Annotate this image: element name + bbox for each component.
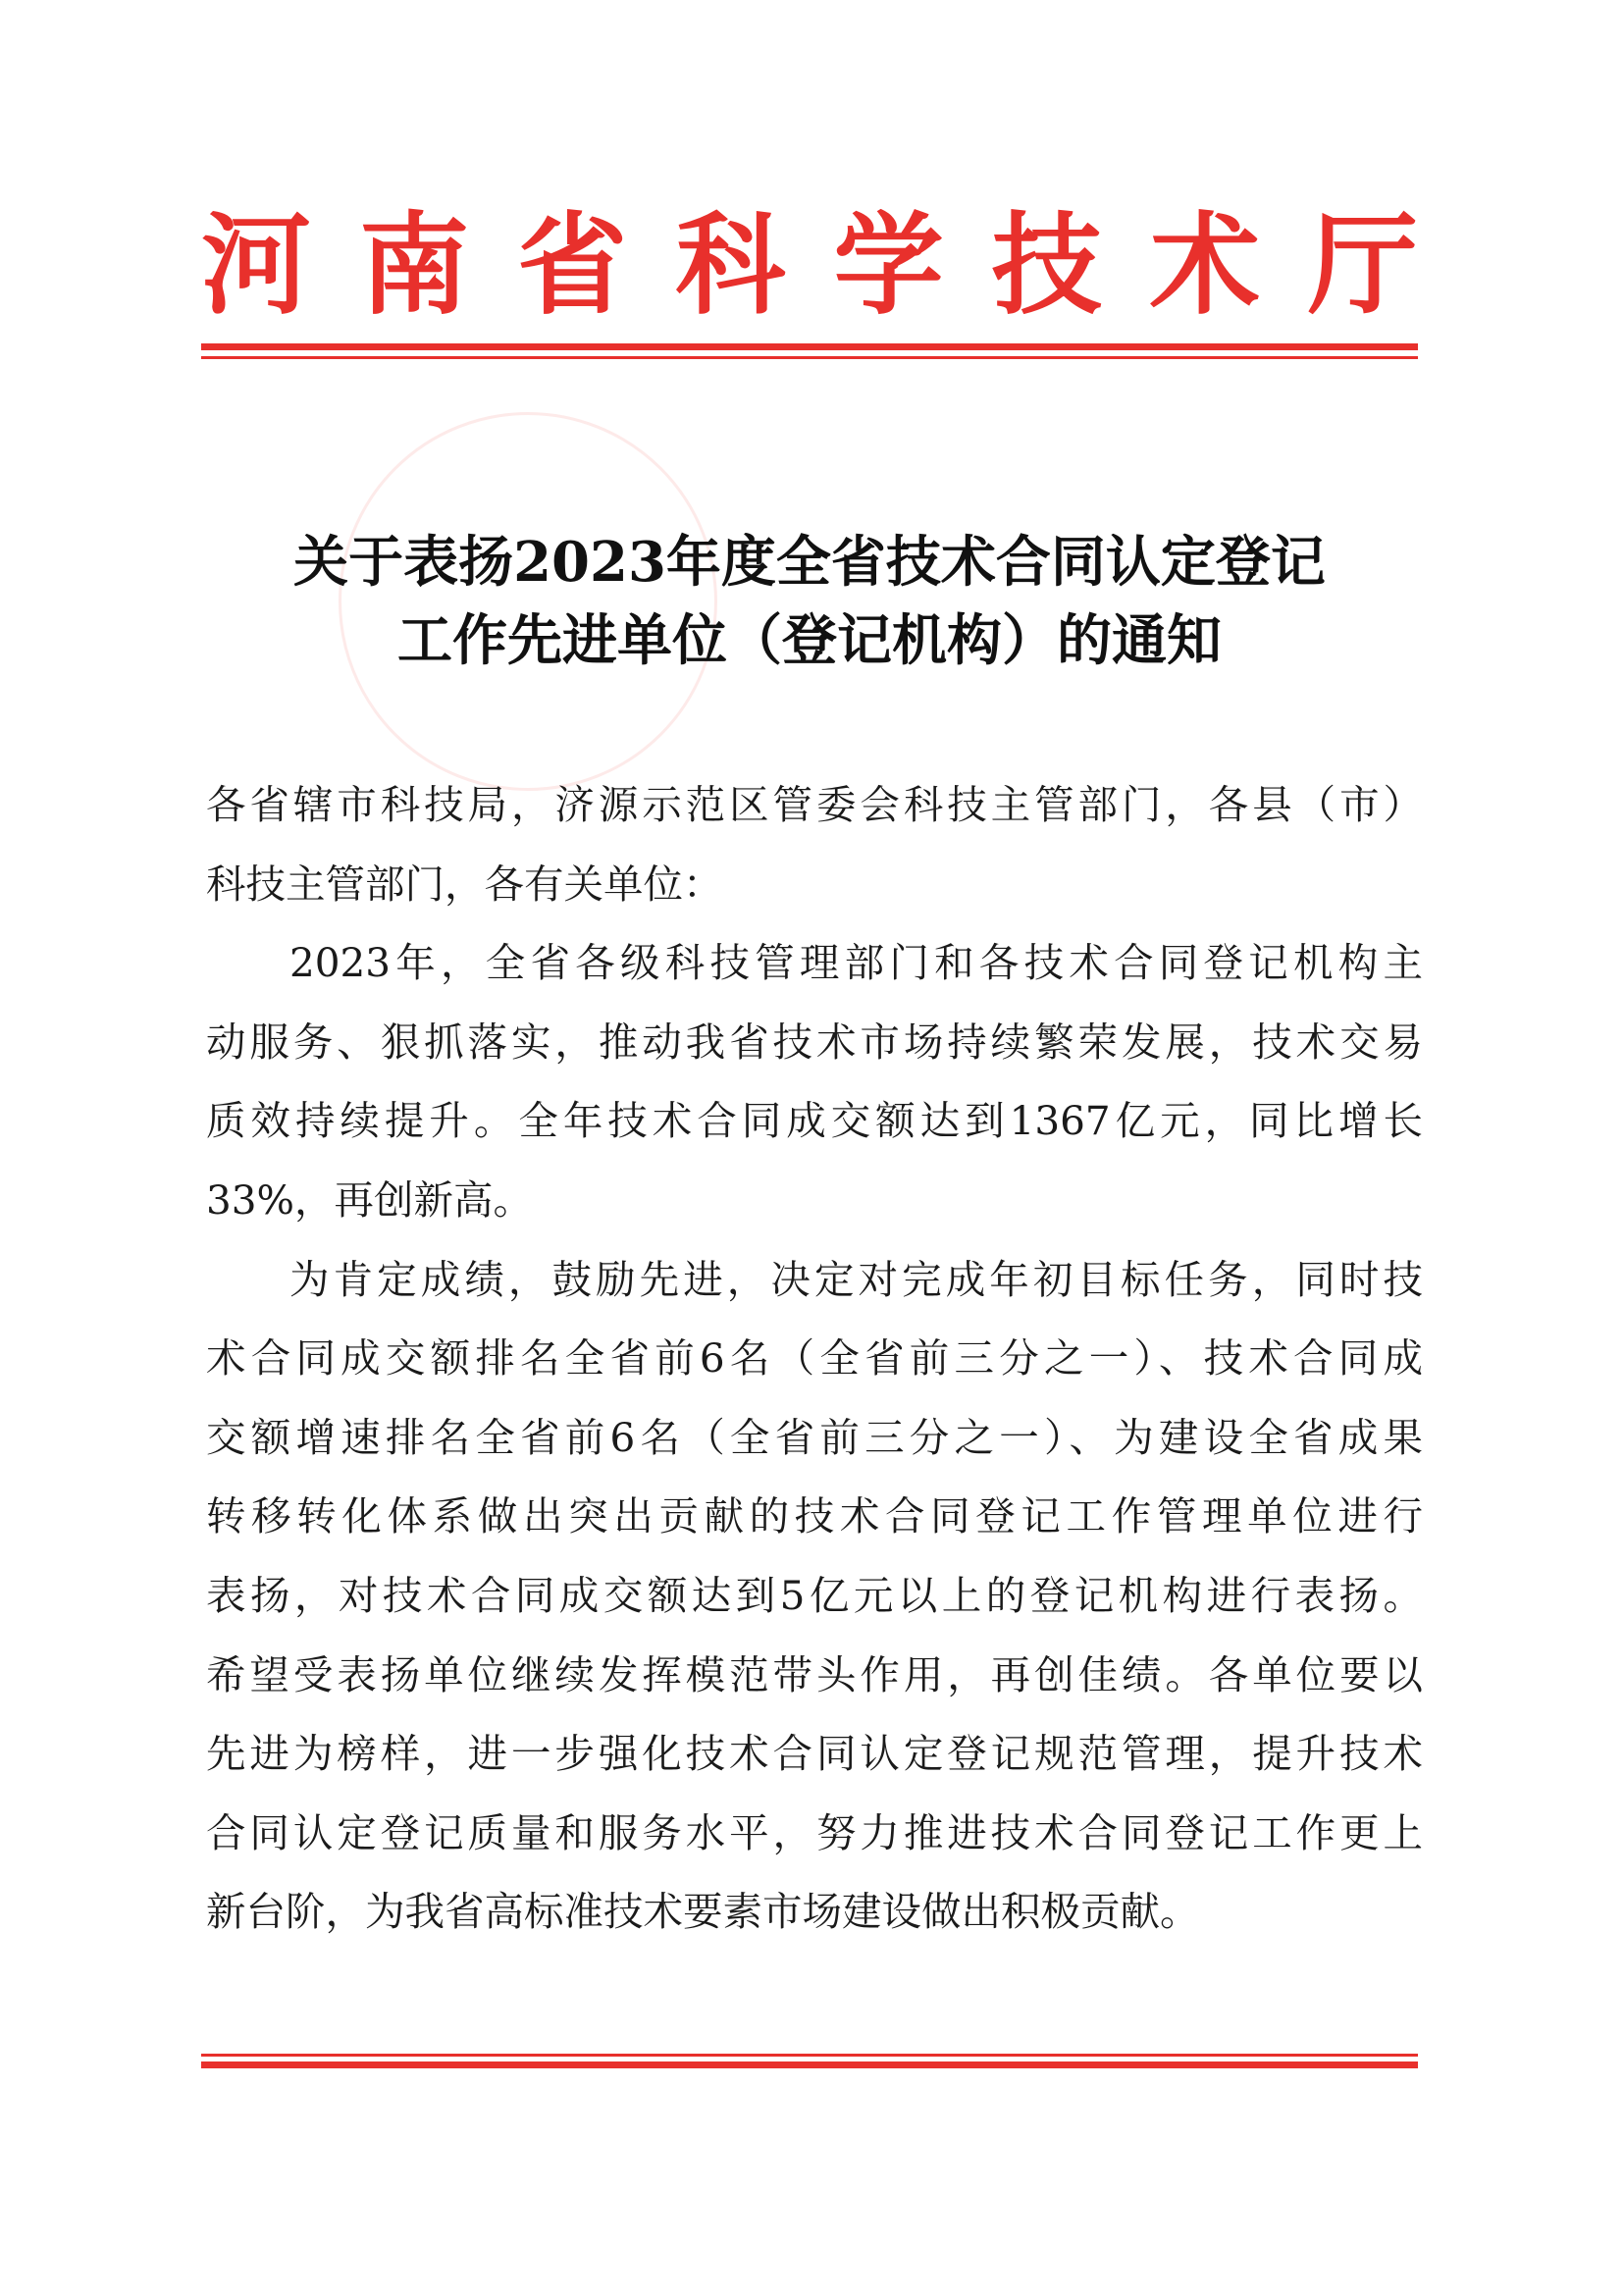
letterhead-char: 南: [359, 202, 470, 330]
notice-title-line-1: 关于表扬2023年度全省技术合同认定登记: [293, 530, 1326, 595]
body-line: 质效持续提升。全年技术合同成交额达到1367亿元，同比增长: [206, 1097, 1423, 1145]
letterhead-char: 学: [833, 202, 944, 330]
letterhead-char: 术: [1149, 202, 1260, 330]
faded-seal: [339, 412, 717, 791]
body-line: 表扬，对技术合同成交额达到5亿元以上的登记机构进行表扬。: [206, 1571, 1423, 1619]
letterhead-char: 河: [201, 202, 311, 330]
addressee-paragraph: [206, 765, 1423, 923]
body-line: 合同认定登记质量和服务水平，努力推进技术合同登记工作更上: [206, 1808, 1423, 1856]
header-rule-thin: [201, 356, 1418, 359]
body-line: 科技主管部门，各有关单位：: [206, 860, 723, 908]
body-line: 动服务、狠抓落实，推动我省技术市场持续繁荣发展，技术交易: [206, 1018, 1423, 1066]
summary-paragraph: [206, 923, 1423, 1239]
body-line: 为肯定成绩，鼓励先进，决定对完成年初目标任务，同时技: [289, 1255, 1423, 1303]
body-line: 希望受表扬单位继续发挥模范带头作用，再创佳绩。各单位要以: [206, 1650, 1423, 1698]
letterhead-char: 科: [675, 202, 786, 330]
letterhead-char: 技: [991, 202, 1102, 330]
body-line: 新台阶，为我省高标准技术要素市场建设做出积极贡献。: [206, 1888, 1200, 1936]
letterhead-title: [201, 192, 1418, 339]
notice-body: [206, 765, 1423, 1952]
header-rule-thick: [201, 343, 1418, 350]
letterhead-char: 厅: [1307, 202, 1418, 330]
body-line: 术合同成交额排名全省前6名（全省前三分之一）、技术合同成: [206, 1334, 1423, 1383]
body-line: 转移转化体系做出突出贡献的技术合同登记工作管理单位进行: [206, 1492, 1423, 1540]
body-line: 先进为榜样，进一步强化技术合同认定登记规范管理，提升技术: [206, 1730, 1423, 1778]
body-line: 2023年，全省各级科技管理部门和各技术合同登记机构主: [289, 939, 1423, 987]
notice-title-line-2: 工作先进单位（登记机构）的通知: [397, 608, 1222, 673]
body-line: 各省辖市科技局，济源示范区管委会科技主管部门，各县（市）: [206, 781, 1423, 828]
commendation-paragraph: [206, 1240, 1423, 1952]
letterhead-char: 省: [517, 202, 628, 330]
footer-rule-thick: [201, 2061, 1418, 2068]
body-line: 33%，再创新高。: [206, 1175, 534, 1224]
body-line: 交额增速排名全省前6名（全省前三分之一）、为建设全省成果: [206, 1413, 1423, 1461]
footer-rule-thin: [201, 2054, 1418, 2057]
